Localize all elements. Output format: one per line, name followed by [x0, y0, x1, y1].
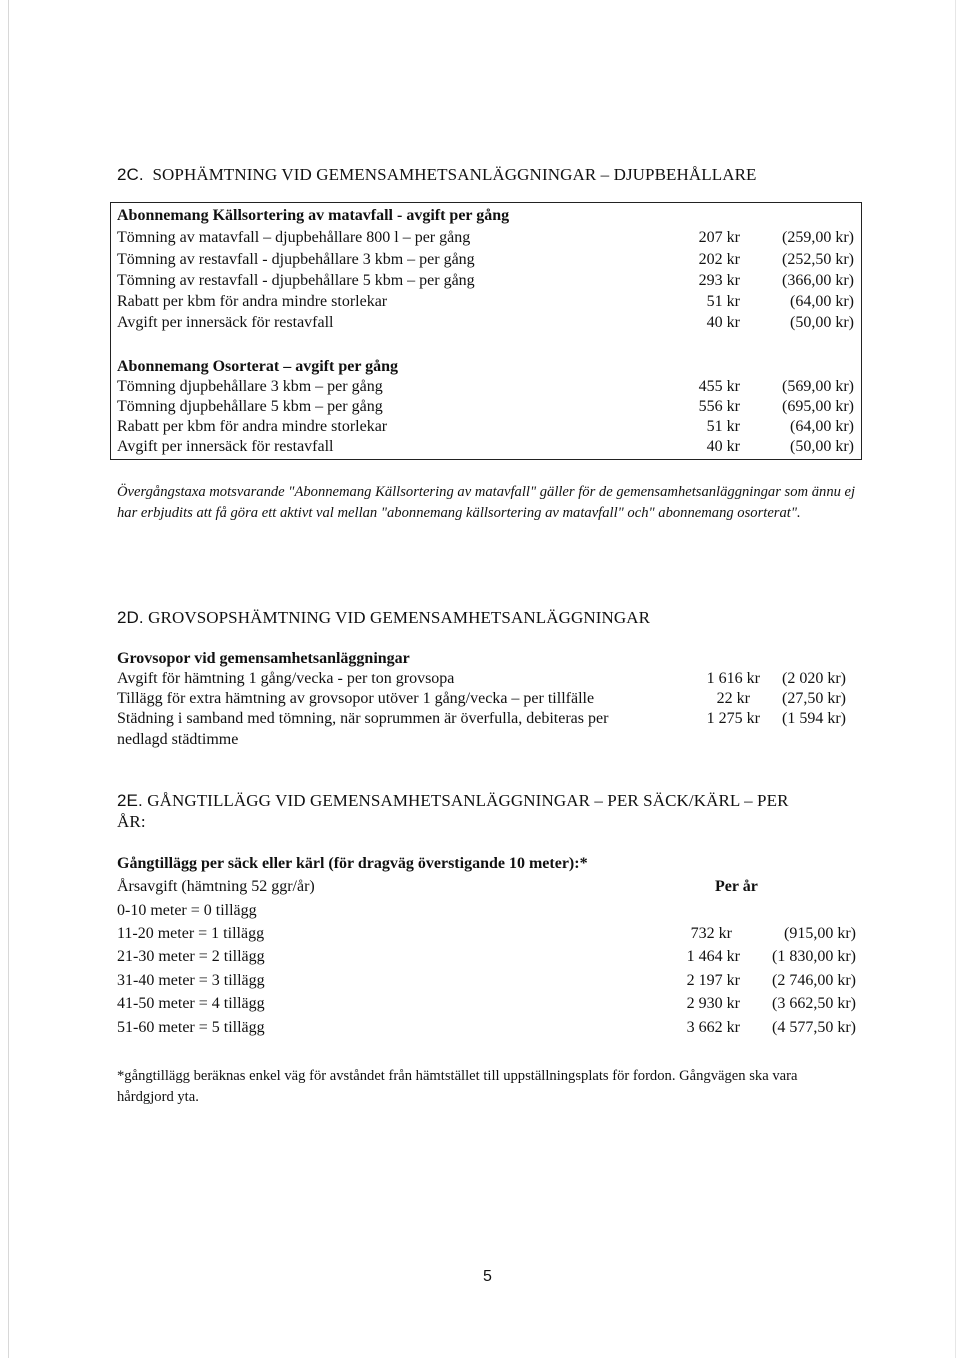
section-2d-number: 2D. [117, 608, 144, 627]
group-title-kallsortering: Abonnemang Källsortering av matavfall - avgift per gång [117, 207, 510, 224]
table-row-price-incl: (50,00 kr) [790, 438, 854, 455]
table-row-price-incl: (27,50 kr) [782, 690, 846, 707]
table-row-price-incl: (1 594 kr) [782, 710, 846, 727]
group-title-osorterat: Abonnemang Osorterat – avgift per gång [117, 358, 399, 375]
table-row-label: Tömning av matavfall – djupbehållare 800 l – per gång [117, 229, 471, 246]
table-row-label: Städning i samband med tömning, när soprummen är överfulla, debiteras per [117, 710, 609, 727]
table-row-label: 11-20 meter = 1 tillägg [117, 925, 265, 942]
table-row-price-incl: (3 662,50 kr) [772, 995, 856, 1012]
table-row-price: 732 kr [690, 925, 732, 942]
table-row-label: 21-30 meter = 2 tillägg [117, 948, 265, 965]
table-row-price: 3 662 kr [686, 1019, 740, 1036]
scan-edge-left [8, 0, 9, 1358]
section-2e-number: 2E. [117, 791, 143, 810]
table-row-price-incl: (1 830,00 kr) [772, 948, 856, 965]
table-row-label: 51-60 meter = 5 tillägg [117, 1019, 265, 1036]
table-row-label: Tömning av restavfall - djupbehållare 3 kbm – per gång [117, 251, 475, 268]
table-row-price: 293 kr [698, 272, 740, 289]
section-2e-heading [117, 790, 789, 832]
table-row-price: 2 930 kr [686, 995, 740, 1012]
table-row-price: 40 kr [706, 438, 740, 455]
annual-fee-label: Årsavgift (hämtning 52 ggr/år) [117, 878, 315, 895]
table-row-label: Tillägg för extra hämtning av grovsopor utöver 1 gång/vecka – per tillfälle [117, 690, 595, 707]
table-row-price-incl: (64,00 kr) [790, 418, 854, 435]
per-year-column-header: Per år [715, 878, 758, 895]
section-2e-title-line2: ÅR: [117, 812, 146, 831]
table-row-price: 51 kr [706, 418, 740, 435]
table-row-label: Avgift per innersäck för restavfall [117, 314, 334, 331]
table-row-price-incl: (64,00 kr) [790, 293, 854, 310]
table-row-label: nedlagd städtimme [117, 731, 239, 748]
table-row-label: 0-10 meter = 0 tillägg [117, 902, 257, 919]
table-row-label: 31-40 meter = 3 tillägg [117, 972, 265, 989]
table-row-price-incl: (2 020 kr) [782, 670, 846, 687]
table-row-price: 207 kr [698, 229, 740, 246]
table-row-price-incl: (259,00 kr) [782, 229, 854, 246]
table-row-price-incl: (2 746,00 kr) [772, 972, 856, 989]
table-row-price: 1 616 kr [706, 670, 760, 687]
table-row-price: 51 kr [706, 293, 740, 310]
group-title-gangtillagg: Gångtillägg per säck eller kärl (för dragväg överstigande 10 meter):* [117, 855, 588, 872]
table-row-label: Rabatt per kbm för andra mindre storlekar [117, 418, 388, 435]
section-2c-number: 2C. [117, 165, 144, 184]
table-row-price: 556 kr [698, 398, 740, 415]
table-row-price-incl: (695,00 kr) [782, 398, 854, 415]
table-row-price-incl: (569,00 kr) [782, 378, 854, 395]
table-row-label: Rabatt per kbm för andra mindre storlekar [117, 293, 388, 310]
table-row-label: Tömning av restavfall - djupbehållare 5 kbm – per gång [117, 272, 475, 289]
table-row-label: Avgift för hämtning 1 gång/vecka - per ton grovsopa [117, 670, 455, 687]
table-row-price-incl: (4 577,50 kr) [772, 1019, 856, 1036]
table-row-label: Tömning djupbehållare 3 kbm – per gång [117, 378, 383, 395]
table-row-price-incl: (252,50 kr) [782, 251, 854, 268]
table-row-price: 1 464 kr [686, 948, 740, 965]
table-row-price-incl: (366,00 kr) [782, 272, 854, 289]
table-row-price: 40 kr [706, 314, 740, 331]
transition-tariff-note: Övergångstaxa motsvarande "Abonnemang Källsortering av matavfall" gäller för de gemensamhetsanläggningar som ännu ej har erbjudits att få göra ett aktivt val mellan "abonnemang källsortering av matavfall" och" abonnemang osorterat". [117, 484, 856, 521]
footnote: *gångtillägg beräknas enkel väg för avståndet från hämtstället till uppställningsplats för fordon. Gångvägen ska vara hårdgjord yta. [117, 1068, 798, 1105]
table-row-price-incl: (915,00 kr) [784, 925, 856, 942]
table-row-price: 202 kr [698, 251, 740, 268]
page-number: 5 [483, 1268, 492, 1285]
section-2e-title-line1: GÅNGTILLÄGG VID GEMENSAMHETSANLÄGGNINGAR – PER SÄCK/KÄRL – PER [147, 791, 789, 810]
section-2d-heading [117, 608, 650, 628]
table-row-price: 1 275 kr [706, 710, 760, 727]
table-row-label: 41-50 meter = 4 tillägg [117, 995, 265, 1012]
section-2c-heading [117, 165, 757, 185]
table-row-price: 22 kr [716, 690, 750, 707]
table-row-label: Tömning djupbehållare 5 kbm – per gång [117, 398, 383, 415]
scan-edge-right [955, 0, 956, 1358]
section-2c-title: SOPHÄMTNING VID GEMENSAMHETSANLÄGGNINGAR – DJUPBEHÅLLARE [152, 165, 757, 184]
table-row-price: 455 kr [698, 378, 740, 395]
group-title-grovsopor: Grovsopor vid gemensamhetsanläggningar [117, 650, 410, 667]
table-row-price: 2 197 kr [686, 972, 740, 989]
table-row-label: Avgift per innersäck för restavfall [117, 438, 334, 455]
table-row-price-incl: (50,00 kr) [790, 314, 854, 331]
section-2d-title: GROVSOPSHÄMTNING VID GEMENSAMHETSANLÄGGNINGAR [148, 608, 651, 627]
